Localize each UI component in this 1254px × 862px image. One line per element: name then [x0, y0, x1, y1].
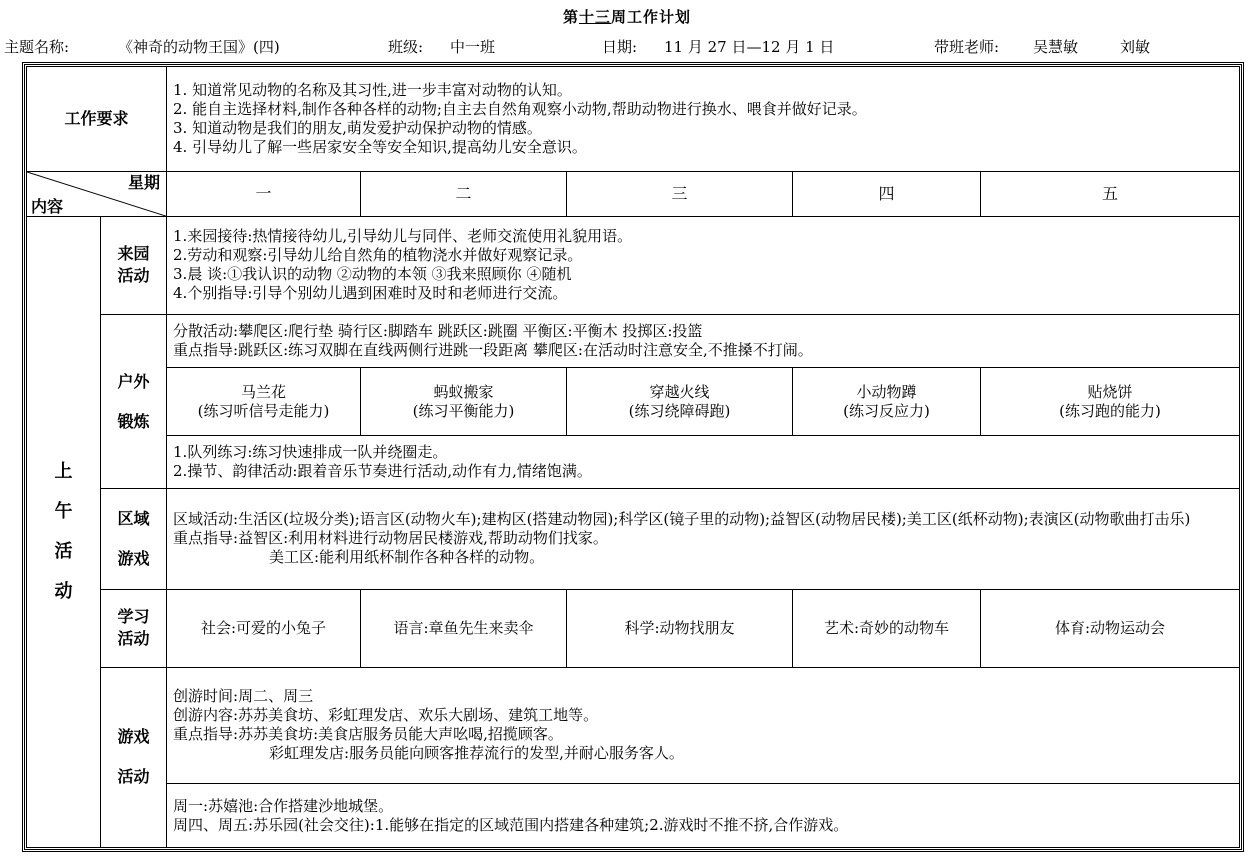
- side-char: 上: [54, 460, 73, 482]
- outdoor-label-line: 户外: [117, 371, 150, 391]
- area-row: [27, 489, 1240, 589]
- requirement-item: 4. 引导幼儿了解一些居家安全等安全知识,提高幼儿安全意识。: [173, 137, 587, 156]
- side-char: 午: [54, 500, 73, 522]
- arrival-line: 3.晨 谈:①我认识的动物 ②动物的本领 ③我来照顾你 ④随机: [173, 265, 572, 284]
- diagonal-content-label: 内容: [31, 196, 64, 216]
- game-goal: (练习绕障碍跑): [628, 401, 731, 420]
- game-name: 小动物蹲: [856, 382, 917, 401]
- game-name: 贴烧饼: [1087, 382, 1133, 401]
- arrival-label-line: 活动: [117, 266, 150, 286]
- game-name: 穿越火线: [649, 382, 710, 401]
- outdoor-line: 1.队列练习:练习快速排成一队并绕圈走。: [173, 443, 448, 462]
- outdoor-label: [101, 315, 167, 489]
- game-goal: (练习反应力): [843, 401, 930, 420]
- play-label: [101, 667, 167, 847]
- study-label-line: 学习: [117, 607, 150, 627]
- study-wed: 科学:动物找朋友: [567, 589, 793, 667]
- outdoor-games-row: [27, 368, 1240, 436]
- weekday-mon: 一: [167, 171, 361, 216]
- play-label-line: 活动: [117, 767, 150, 787]
- study-mon: 社会:可爱的小兔子: [167, 589, 361, 667]
- weekday-thu: 四: [793, 171, 981, 216]
- play-line: 重点指导:苏苏美食坊:美食店服务员能大声吆喝,招揽顾客。: [173, 725, 563, 744]
- arrival-row: [27, 216, 1240, 314]
- teacher-name-1: 吴慧敏: [1033, 38, 1079, 56]
- teacher-name-2: 刘敏: [1120, 38, 1151, 56]
- requirements-label: 工作要求: [27, 67, 167, 172]
- plan-table: [26, 66, 1240, 848]
- title-week-number: 十三: [578, 8, 611, 26]
- title-suffix: 周工作计划: [611, 8, 692, 26]
- study-label: [101, 589, 167, 667]
- arrival-content: [167, 216, 1240, 314]
- study-row: [27, 589, 1240, 667]
- plan-table-frame: [22, 62, 1244, 852]
- game-goal: (练习平衡能力): [412, 401, 515, 420]
- requirement-item: 1. 知道常见动物的名称及其习性,进一步丰富对动物的认知。: [173, 80, 572, 99]
- area-text: 区域活动:生活区(垃圾分类);语言区(动物火车);建构区(搭建动物园);科学区(镜子里的动物);益智区(动物居民楼);美工区(纸杯动物);表演区(动物歌曲打击乐): [173, 510, 1191, 529]
- teacher-label: 带班老师:: [934, 38, 1000, 56]
- play-line: 创游内容:苏苏美食坊、彩虹理发店、欢乐大剧场、建筑工地等。: [173, 706, 599, 725]
- game-name: 马兰花: [241, 382, 287, 401]
- outdoor-game-fri: [981, 368, 1240, 436]
- page-title: [0, 6, 1254, 27]
- arrival-line: 1.来园接待:热情接待幼儿,引导幼儿与同伴、老师交流使用礼貌用语。: [173, 227, 633, 246]
- theme-label: 主题名称:: [4, 38, 70, 56]
- play-line: 彩虹理发店:服务员能向顾客推荐流行的发型,并耐心服务客人。: [269, 744, 684, 763]
- area-guide: 美工区:能利用纸杯制作各种各样的动物。: [269, 548, 545, 567]
- play-creative-content: [167, 667, 1240, 784]
- diagonal-weekday-label: 星期: [128, 172, 161, 192]
- study-tue: 语言:章鱼先生来卖伞: [361, 589, 567, 667]
- study-label-line: 活动: [117, 629, 150, 649]
- study-thu: 艺术:奇妙的动物车: [793, 589, 981, 667]
- diagonal-header-cell: [27, 171, 167, 216]
- requirement-item: 3. 知道动物是我们的朋友,萌发爱护动保护动物的情感。: [173, 118, 542, 137]
- area-content: [167, 489, 1240, 589]
- side-char: 活: [54, 540, 73, 562]
- area-label-line: 区域: [117, 508, 150, 528]
- class-value: 中一班: [450, 38, 496, 56]
- area-label-line: 游戏: [117, 548, 150, 568]
- morning-activities-label: [27, 216, 101, 847]
- side-char: 动: [54, 580, 73, 602]
- outdoor-game-tue: [361, 368, 567, 436]
- weekday-header-row: [27, 171, 1240, 216]
- outdoor-bottom-row: [27, 435, 1240, 488]
- requirements-list: [167, 67, 1240, 172]
- outdoor-scattered-content: [167, 315, 1240, 368]
- arrival-line: 2.劳动和观察:引导幼儿给自然角的植物浇水并做好观察记录。: [173, 246, 583, 265]
- outdoor-line: 2.操节、韵律活动:跟着音乐节奏进行活动,动作有力,情绪饱满。: [173, 462, 592, 481]
- arrival-label-line: 来园: [117, 244, 150, 264]
- play-schedule-content: [167, 784, 1240, 848]
- requirements-row: [27, 67, 1240, 172]
- outdoor-game-mon: [167, 368, 361, 436]
- play-line: 周一:苏嬉池:合作搭建沙地城堡。: [173, 796, 394, 815]
- outdoor-line: 分散活动:攀爬区:爬行垫 骑行区:脚踏车 跳跃区:跳圈 平衡区:平衡木 投掷区:投篮: [173, 322, 703, 341]
- weekday-fri: 五: [981, 171, 1240, 216]
- outdoor-top-row: [27, 315, 1240, 368]
- outdoor-line: 重点指导:跳跃区:练习双脚在直线两侧行进跳一段距离 攀爬区:在活动时注意安全,不推搡不打闹。: [173, 341, 813, 360]
- weekday-wed: 三: [567, 171, 793, 216]
- theme-value: 《神奇的动物王国》(四): [118, 38, 280, 56]
- arrival-label: [101, 216, 167, 314]
- play-bottom-row: [27, 784, 1240, 848]
- game-name: 蚂蚁搬家: [433, 382, 494, 401]
- weekday-tue: 二: [361, 171, 567, 216]
- play-label-line: 游戏: [117, 727, 150, 747]
- game-goal: (练习跑的能力): [1059, 401, 1161, 420]
- game-goal: (练习听信号走能力): [197, 401, 330, 420]
- meta-row: [0, 36, 1254, 58]
- play-top-row: [27, 667, 1240, 784]
- requirement-item: 2. 能自主选择材料,制作各种各样的动物;自主去自然角观察小动物,帮助动物进行换水、喂食并做好记录。: [173, 99, 867, 118]
- area-guide: 重点指导:益智区:利用材料进行动物居民楼游戏,帮助动物们找家。: [173, 529, 608, 548]
- play-line: 周四、周五:苏乐园(社会交往):1.能够在指定的区域范围内搭建各种建筑;2.游戏时不推不挤,合作游戏。: [173, 815, 849, 834]
- date-label: 日期:: [602, 38, 638, 56]
- study-fri: 体育:动物运动会: [981, 589, 1240, 667]
- date-value: 11 月 27 日—12 月 1 日: [664, 38, 835, 56]
- title-prefix: 第: [562, 8, 579, 26]
- outdoor-drill-content: [167, 435, 1240, 488]
- outdoor-label-line: 锻炼: [117, 411, 150, 431]
- outdoor-game-wed: [567, 368, 793, 436]
- arrival-line: 4.个别指导:引导个别幼儿遇到困难时及时和老师进行交流。: [173, 284, 568, 303]
- play-line: 创游时间:周二、周三: [173, 687, 314, 706]
- outdoor-game-thu: [793, 368, 981, 436]
- area-label: [101, 489, 167, 589]
- class-label: 班级:: [388, 38, 424, 56]
